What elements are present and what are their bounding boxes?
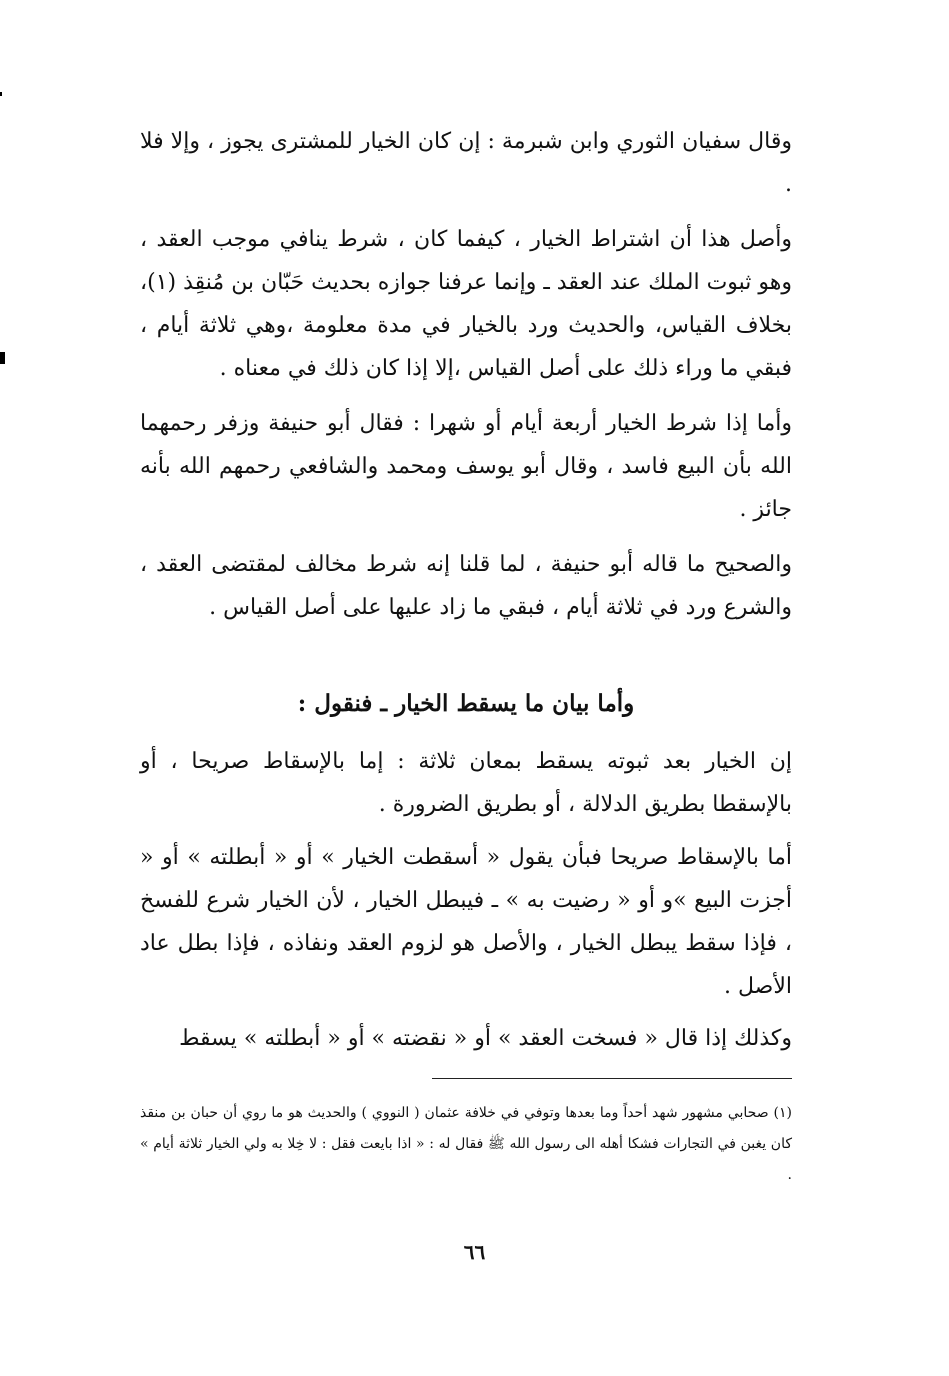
page-number: ٦٦ — [463, 1240, 486, 1264]
section-heading: وأما بيان ما يسقط الخيار ـ فنقول : — [297, 690, 635, 717]
paragraph-1: وقال سفيان الثوري وابن شبرمة : إن كان الخيار للمشترى يجوز ، وإلا فلا . — [140, 129, 792, 197]
footnote-divider — [432, 1078, 792, 1079]
paragraph-7: وكذلك إذا قال « فسخت العقد » أو « نقضته » أو « أبطلته » يسقط — [179, 1026, 792, 1051]
scan-artifact-mark — [0, 352, 5, 364]
scan-artifact-dot — [0, 92, 2, 96]
footnote: (١) صحابي مشهور شهد أحداً وما بعدها وتوفي في خلافة عثمان ( النووي ) والحديث هو ما روي أن حبان بن منقذ كان يغبن في التجارات فشكا أهله الى رسول الله ﷺ فقال له : « اذا بايعت فقل : لا خِلا به ولي الخيار ثلاثة أيام » . — [140, 1105, 792, 1183]
paragraph-2: وأصل هذا أن اشتراط الخيار ، كيفما كان ، شرط ينافي موجب العقد ، وهو ثبوت الملك عند العقد ـ وإنما عرفنا جوازه بحديث حَبّان بن مُنقِذ (١)، بخلاف القياس، والحديث ورد بالخيار في مدة معلومة ،وهي ثلاثة أيام ، فبقي ما وراء ذلك على أصل القياس ،إلا إذا كان ذلك في معناه . — [140, 227, 792, 381]
paragraph-5: إن الخيار بعد ثبوته يسقط بمعان ثلاثة : إما بالإسقاط صريحا ، أو بالإسقطا بطريق الدلالة ، أو بطريق الضرورة . — [140, 749, 792, 817]
paragraph-3: وأما إذا شرط الخيار أربعة أيام أو شهرا : فقال أبو حنيفة وزفر رحمهما الله بأن البيع فاسد ، وقال أبو يوسف ومحمد والشافعي رحمهم الله بأنه جائز . — [140, 411, 792, 522]
paragraph-4: والصحيح ما قاله أبو حنيفة ، لما قلنا إنه شرط مخالف لمقتضى العقد ، والشرع ورد في ثلاثة أيام ، فبقي ما زاد عليها على أصل القياس . — [140, 552, 792, 620]
paragraph-6: أما بالإسقاط صريحا فبأن يقول « أسقطت الخيار » أو « أبطلته » أو « أجزت البيع »و أو « رضيت به » ـ فيبطل الخيار ، لأن الخيار شرع للفسخ ، فإذا سقط يبطل الخيار ، والأصل هو لزوم العقد ونفاذه ، فإذا بطل عاد الأصل . — [140, 845, 792, 999]
